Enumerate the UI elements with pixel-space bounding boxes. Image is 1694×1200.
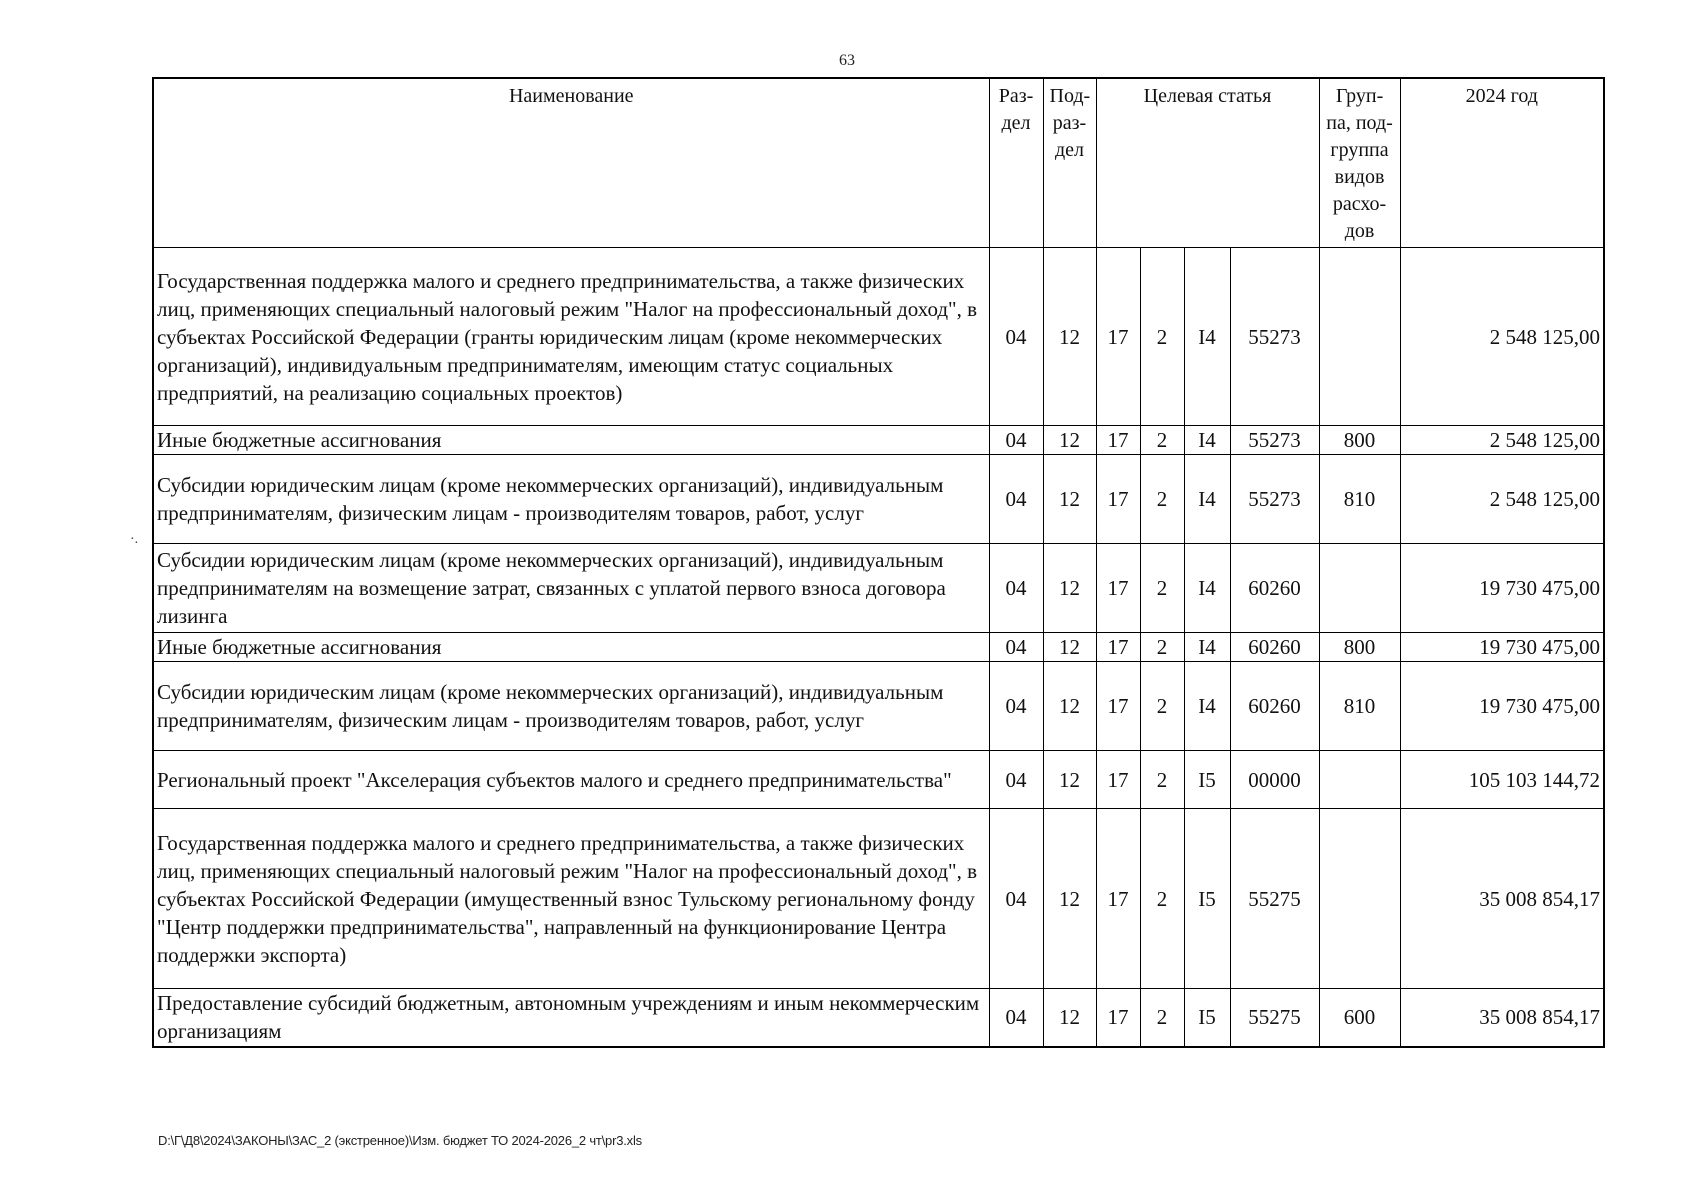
row-target-2: 2 xyxy=(1140,809,1184,989)
row-target-2: 2 xyxy=(1140,989,1184,1047)
row-group: 600 xyxy=(1319,989,1400,1047)
row-name: Государственная поддержка малого и среднего предпринимательства, а также физических лиц, применяющих специальный налоговый режим "Налог на профессиональный доход", в субъектах Российской Федерации (имущественный взнос Тульскому региональному фонду "Центр поддержки предпринимательства", направленный на функционирование Центра поддержки экспорта) xyxy=(153,809,989,989)
row-section: 04 xyxy=(989,809,1043,989)
row-target-3: I4 xyxy=(1184,426,1230,455)
budget-table xyxy=(152,77,1605,1048)
table-row xyxy=(153,248,1604,426)
row-amount: 35 008 854,17 xyxy=(1400,989,1604,1047)
row-section: 04 xyxy=(989,248,1043,426)
row-amount: 19 730 475,00 xyxy=(1400,633,1604,662)
row-target-4: 55273 xyxy=(1230,248,1319,426)
row-section: 04 xyxy=(989,544,1043,633)
row-target-3: I4 xyxy=(1184,455,1230,544)
row-subsection: 12 xyxy=(1043,544,1096,633)
row-amount: 2 548 125,00 xyxy=(1400,455,1604,544)
row-target-3: I4 xyxy=(1184,544,1230,633)
stray-mark: ·. xyxy=(130,532,139,547)
row-target-4: 55275 xyxy=(1230,989,1319,1047)
row-group: 800 xyxy=(1319,426,1400,455)
table-row xyxy=(153,662,1604,751)
row-section: 04 xyxy=(989,455,1043,544)
header-group-text: Груп- па, под- группа видов расхо- дов xyxy=(1326,85,1393,242)
row-target-1: 17 xyxy=(1096,662,1140,751)
header-group xyxy=(1319,78,1400,248)
header-subsection-text: Под- раз- дел xyxy=(1049,85,1091,161)
row-name: Предоставление субсидий бюджетным, автономным учреждениям и иным некоммерческим организациям xyxy=(153,989,989,1047)
row-subsection: 12 xyxy=(1043,662,1096,751)
row-target-4: 55273 xyxy=(1230,426,1319,455)
row-group: 800 xyxy=(1319,633,1400,662)
row-section: 04 xyxy=(989,989,1043,1047)
row-target-2: 2 xyxy=(1140,544,1184,633)
row-name: Субсидии юридическим лицам (кроме некоммерческих организаций), индивидуальным предпринимателям, физическим лицам - производителям товаров, работ, услуг xyxy=(153,662,989,751)
table-row xyxy=(153,426,1604,455)
row-name: Иные бюджетные ассигнования xyxy=(153,633,989,662)
table-row xyxy=(153,633,1604,662)
row-target-1: 17 xyxy=(1096,248,1140,426)
row-target-3: I4 xyxy=(1184,662,1230,751)
row-group xyxy=(1319,248,1400,426)
footer-file-path: D:\Г\Д8\2024\ЗАКОНЫ\ЗАС_2 (экстренное)\Изм. бюджет ТО 2024-2026_2 чт\pr3.xls xyxy=(158,1133,642,1148)
row-target-2: 2 xyxy=(1140,751,1184,809)
row-subsection: 12 xyxy=(1043,751,1096,809)
table-row xyxy=(153,809,1604,989)
row-group xyxy=(1319,751,1400,809)
row-group: 810 xyxy=(1319,455,1400,544)
row-section: 04 xyxy=(989,751,1043,809)
row-target-2: 2 xyxy=(1140,455,1184,544)
row-target-4: 60260 xyxy=(1230,662,1319,751)
row-target-4: 60260 xyxy=(1230,633,1319,662)
header-year: 2024 год xyxy=(1400,78,1604,248)
row-target-1: 17 xyxy=(1096,544,1140,633)
row-target-1: 17 xyxy=(1096,751,1140,809)
row-amount: 2 548 125,00 xyxy=(1400,248,1604,426)
row-target-1: 17 xyxy=(1096,633,1140,662)
row-amount: 19 730 475,00 xyxy=(1400,662,1604,751)
row-target-3: I5 xyxy=(1184,989,1230,1047)
row-target-1: 17 xyxy=(1096,989,1140,1047)
row-group: 810 xyxy=(1319,662,1400,751)
header-subsection xyxy=(1043,78,1096,248)
row-group xyxy=(1319,809,1400,989)
row-subsection: 12 xyxy=(1043,426,1096,455)
table-row xyxy=(153,989,1604,1047)
row-target-2: 2 xyxy=(1140,426,1184,455)
row-group xyxy=(1319,544,1400,633)
row-target-4: 00000 xyxy=(1230,751,1319,809)
row-target-1: 17 xyxy=(1096,455,1140,544)
row-subsection: 12 xyxy=(1043,633,1096,662)
table-row xyxy=(153,455,1604,544)
row-target-1: 17 xyxy=(1096,809,1140,989)
row-target-3: I4 xyxy=(1184,633,1230,662)
row-subsection: 12 xyxy=(1043,989,1096,1047)
row-section: 04 xyxy=(989,662,1043,751)
row-target-4: 55273 xyxy=(1230,455,1319,544)
row-amount: 2 548 125,00 xyxy=(1400,426,1604,455)
header-section xyxy=(989,78,1043,248)
row-subsection: 12 xyxy=(1043,455,1096,544)
row-name: Субсидии юридическим лицам (кроме некоммерческих организаций), индивидуальным предпринимателям на возмещение затрат, связанных с уплатой первого взноса договора лизинга xyxy=(153,544,989,633)
row-section: 04 xyxy=(989,426,1043,455)
row-name: Субсидии юридическим лицам (кроме некоммерческих организаций), индивидуальным предпринимателям, физическим лицам - производителям товаров, работ, услуг xyxy=(153,455,989,544)
row-target-4: 55275 xyxy=(1230,809,1319,989)
row-name: Региональный проект "Акселерация субъектов малого и среднего предпринимательства" xyxy=(153,751,989,809)
row-target-3: I5 xyxy=(1184,751,1230,809)
row-target-2: 2 xyxy=(1140,248,1184,426)
table-row xyxy=(153,544,1604,633)
header-target-article: Целевая статья xyxy=(1096,78,1319,248)
row-section: 04 xyxy=(989,633,1043,662)
row-target-2: 2 xyxy=(1140,633,1184,662)
row-target-3: I5 xyxy=(1184,809,1230,989)
row-target-4: 60260 xyxy=(1230,544,1319,633)
row-name: Государственная поддержка малого и среднего предпринимательства, а также физических лиц, применяющих специальный налоговый режим "Налог на профессиональный доход", в субъектах Российской Федерации (гранты юридическим лицам (кроме некоммерческих организаций), индивидуальным предпринимателям, имеющим статус социальных предприятий, на реализацию социальных проектов) xyxy=(153,248,989,426)
row-name: Иные бюджетные ассигнования xyxy=(153,426,989,455)
row-amount: 35 008 854,17 xyxy=(1400,809,1604,989)
row-amount: 19 730 475,00 xyxy=(1400,544,1604,633)
row-target-3: I4 xyxy=(1184,248,1230,426)
table-row xyxy=(153,751,1604,809)
row-amount: 105 103 144,72 xyxy=(1400,751,1604,809)
header-row xyxy=(153,78,1604,248)
row-target-1: 17 xyxy=(1096,426,1140,455)
header-name: Наименование xyxy=(153,78,989,248)
header-section-text: Раз- дел xyxy=(998,85,1034,134)
row-subsection: 12 xyxy=(1043,248,1096,426)
row-subsection: 12 xyxy=(1043,809,1096,989)
row-target-2: 2 xyxy=(1140,662,1184,751)
page-number: 63 xyxy=(839,52,855,69)
